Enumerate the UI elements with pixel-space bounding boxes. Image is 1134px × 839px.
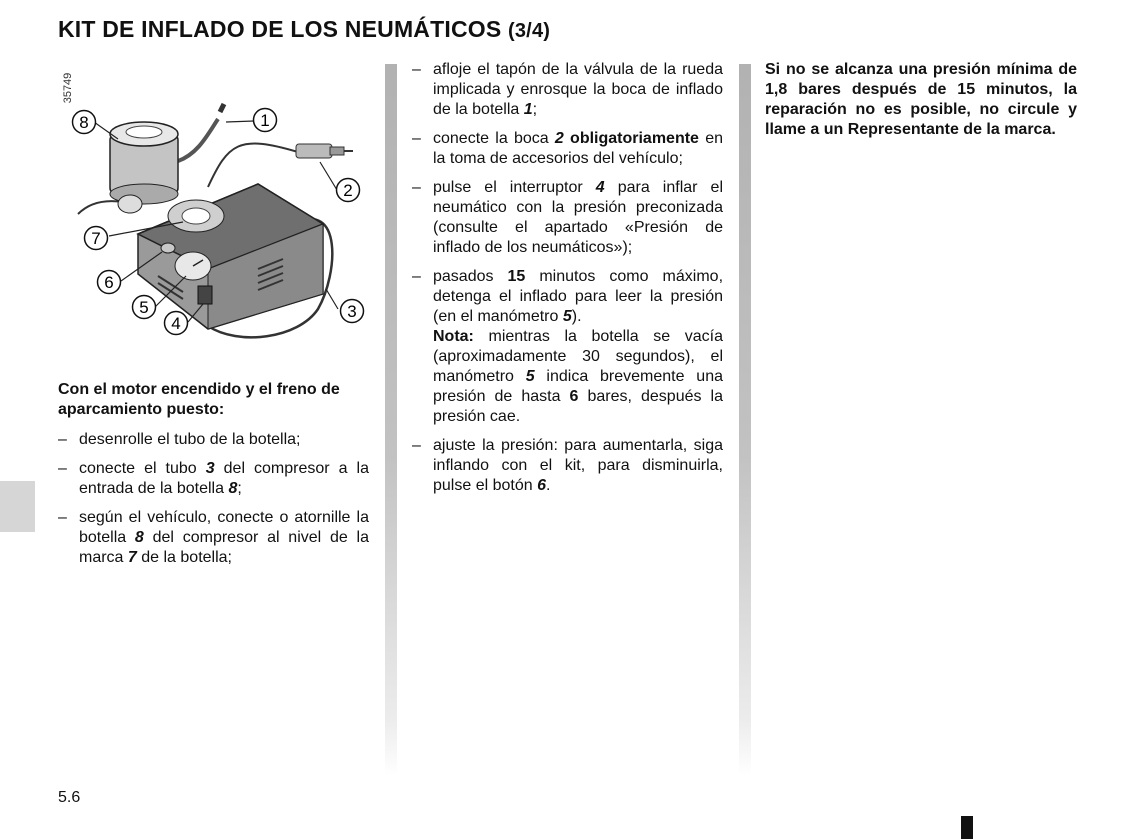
page-number: 5.6 <box>58 789 81 806</box>
list-item-text: conecte el tubo <box>79 460 206 477</box>
list-dash: – <box>58 460 67 477</box>
callout-8 <box>73 111 96 134</box>
svg-text:2: 2 <box>343 181 353 200</box>
list-item-text: del compresor a la entrada de la botella <box>79 460 370 497</box>
list-item-text: 2 <box>554 130 564 147</box>
list-dash: – <box>412 179 421 196</box>
chapter-tab <box>0 481 35 532</box>
list-item <box>58 430 369 450</box>
list-item-text: del compresor al nivel de la marca <box>79 529 369 566</box>
list-item-text: 8 <box>134 529 144 546</box>
list-item-text: indica brevemente una presión de hasta <box>433 368 723 405</box>
svg-text:7: 7 <box>91 229 101 248</box>
list-item-text: obligatoriamente <box>563 130 699 147</box>
kit-drawing <box>58 64 370 359</box>
column-2 <box>412 60 723 505</box>
list-item-text: 15 <box>507 268 526 285</box>
callout-2 <box>337 179 360 202</box>
callout-4 <box>165 312 188 335</box>
list-item-text: de la botella; <box>136 549 232 566</box>
list-item-text: desenrolle el tubo de la botella; <box>79 431 301 448</box>
list-item-text: 6 <box>569 388 579 405</box>
list-item-text: minutos como máximo, detenga el inflado para leer la presión (en el manómetro <box>433 268 724 325</box>
list-item-text: conecte la boca <box>433 130 555 147</box>
steps-list-1 <box>58 430 369 568</box>
column-1 <box>58 380 369 577</box>
list-item-text: 1 <box>523 101 533 118</box>
warning-note: Si no se alcanza una presión mínima de 1,8 bares después de 15 minutos, la reparación no es posible, no circule y llame a un Representante de la marca. <box>765 61 1077 138</box>
list-item-text: ajuste la presión: para aumentarla, siga inflando con el kit, para disminuirla, pulse el botón <box>433 437 723 494</box>
page-title-suffix: (3/4) <box>508 20 551 42</box>
list-item-text: bares, después la presión cae. <box>433 388 724 425</box>
list-item-text: 3 <box>205 460 215 477</box>
list-item-text: ). <box>571 308 582 325</box>
svg-text:6: 6 <box>104 273 114 292</box>
list-item-text: Nota: <box>433 328 474 345</box>
svg-text:3: 3 <box>347 302 357 321</box>
callout-6 <box>98 271 121 294</box>
list-item-text: pasados <box>433 268 508 285</box>
sealant-bottle-drawing <box>110 122 178 213</box>
list-item-text: 6 <box>537 477 546 494</box>
svg-text:8: 8 <box>79 113 89 132</box>
column-divider-1 <box>385 64 397 776</box>
compressor-drawing <box>138 184 323 329</box>
callout-5 <box>133 296 156 319</box>
column-3 <box>765 60 1077 140</box>
list-item <box>412 129 723 169</box>
figure-number: 35749 <box>62 72 74 104</box>
list-item-text: ; <box>237 480 242 497</box>
list-item <box>412 267 723 427</box>
list-dash: – <box>412 61 421 78</box>
tyre-inflation-kit-illustration <box>58 64 370 359</box>
list-dash: – <box>412 268 421 285</box>
list-item-text: para inflar el neumático con la presión preconizada (consulte el apartado «Presión de inflado de los neumáticos»); <box>433 179 723 256</box>
list-item-text: . <box>545 477 551 494</box>
list-item <box>58 508 369 568</box>
list-dash: – <box>58 431 67 448</box>
list-dash: – <box>412 130 421 147</box>
list-item-text: 4 <box>595 179 605 196</box>
page-title <box>58 16 550 43</box>
page-title-main: KIT DE INFLADO DE LOS NEUMÁTICOS <box>58 16 502 42</box>
callout-1 <box>254 109 277 132</box>
list-item <box>58 459 369 499</box>
list-item-text: pulse el interruptor <box>433 179 596 196</box>
list-item-text: ; <box>532 101 538 118</box>
list-item-text: en la toma de accesorios del vehículo; <box>433 130 724 167</box>
list-item <box>412 436 723 496</box>
list-item-text: 7 <box>127 549 137 566</box>
intro-conditions: Con el motor encendido y el freno de aparcamiento puesto: <box>58 381 340 418</box>
column-divider-2 <box>739 64 751 776</box>
callout-3 <box>341 300 364 323</box>
list-item <box>412 178 723 258</box>
list-item-text: mientras la botella se vacía (aproximadamente 30 segundos), el manómetro <box>433 328 723 385</box>
list-item <box>412 60 723 120</box>
svg-text:1: 1 <box>260 111 270 130</box>
svg-text:5: 5 <box>139 298 149 317</box>
list-item-text: 5 <box>562 308 572 325</box>
list-item-text: 5 <box>525 368 535 385</box>
list-dash: – <box>58 509 67 526</box>
page-edge-marker <box>961 816 973 839</box>
svg-text:4: 4 <box>171 314 181 333</box>
list-item-text: afloje el tapón de la válvula de la rueda implicada y enrosque la boca de inflado de la botella <box>433 61 723 118</box>
list-item-text: 8 <box>228 480 238 497</box>
callout-7 <box>85 227 108 250</box>
accessory-plug-drawing <box>296 144 353 158</box>
list-dash: – <box>412 437 421 454</box>
steps-list-2 <box>412 60 723 496</box>
list-item-text: según el vehículo, conecte o atornille la botella <box>79 509 369 546</box>
